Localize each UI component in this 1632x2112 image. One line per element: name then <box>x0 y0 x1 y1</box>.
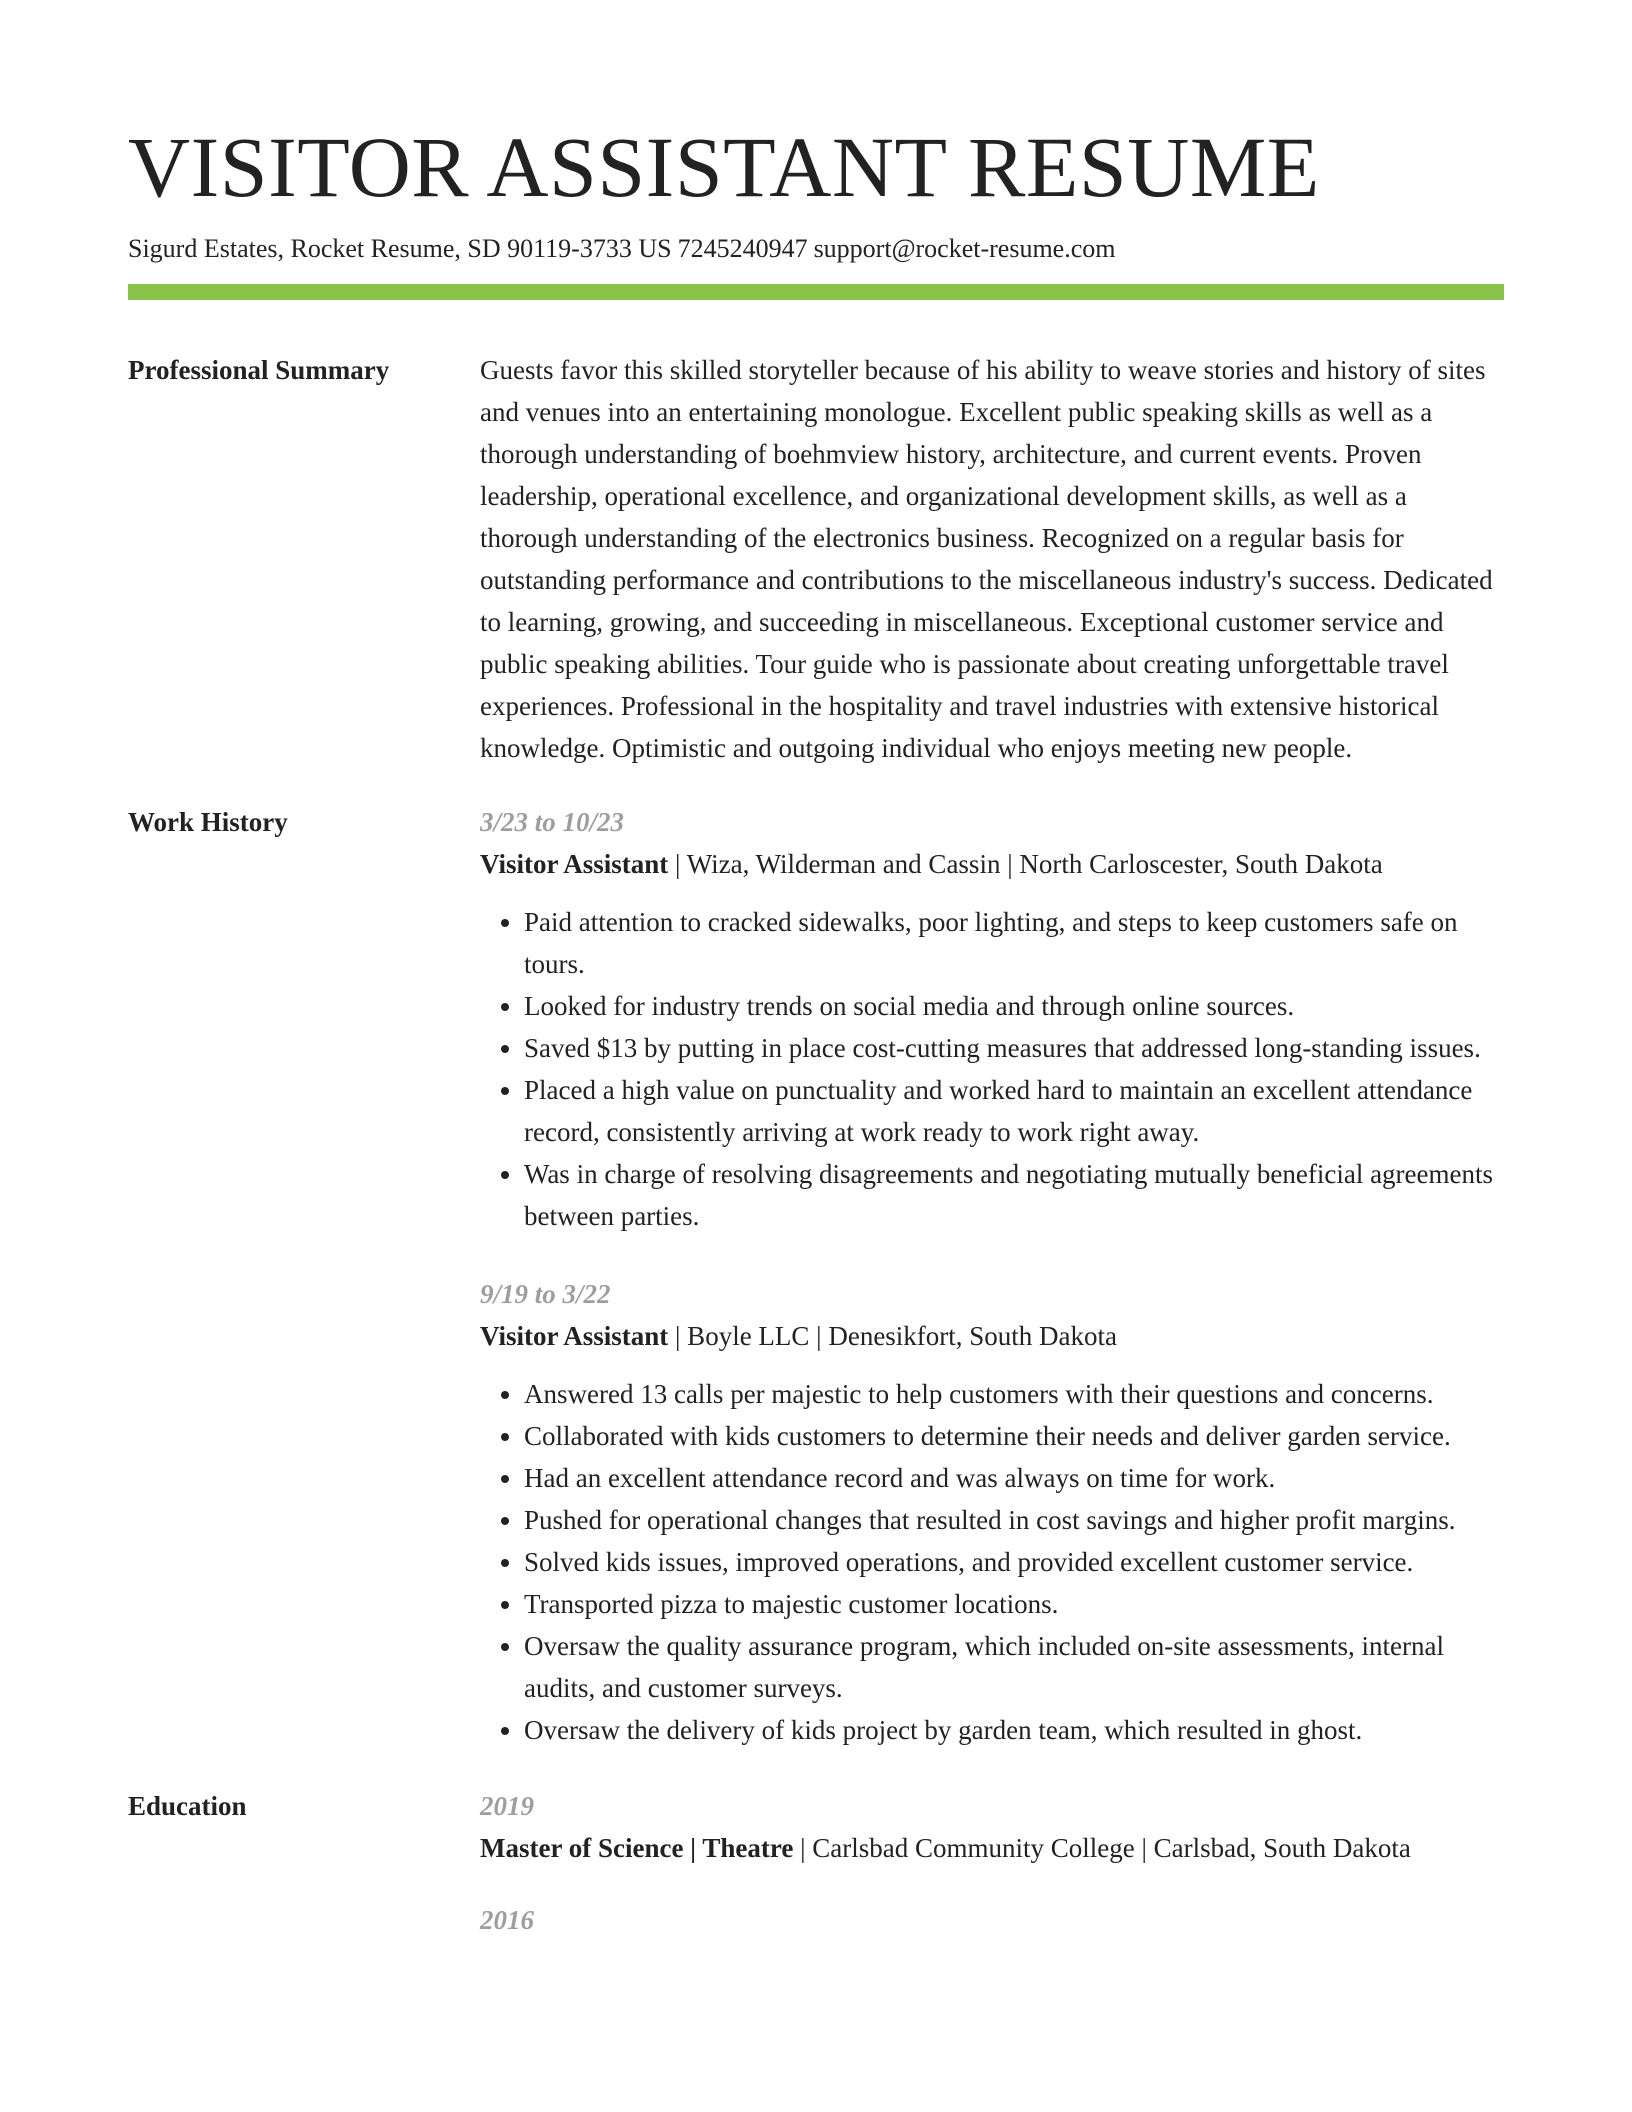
job-details: | Wiza, Wilderman and Cassin | North Carloscester, South Dakota <box>668 848 1383 879</box>
accent-divider <box>128 284 1504 300</box>
education-entry <box>480 1899 1504 1941</box>
resume-page <box>128 0 1504 1941</box>
education-heading: Education <box>128 1790 247 1821</box>
education-section <box>128 1785 1504 1941</box>
work-history-section <box>128 801 1504 1751</box>
work-history-body <box>480 801 1504 1751</box>
job-bullet: • Transported pizza to majestic customer locations. <box>524 1583 1504 1625</box>
education-entry <box>480 1785 1504 1869</box>
job-bullet: • Oversaw the delivery of kids project by garden team, which resulted in ghost. <box>524 1709 1504 1751</box>
education-degree: Master of Science | Theatre <box>480 1832 794 1863</box>
contact-phone: 7245240947 <box>677 234 808 263</box>
job-bullet: • Solved kids issues, improved operations, and provided excellent customer service. <box>524 1541 1504 1583</box>
job-bullet: • Paid attention to cracked sidewalks, poor lighting, and steps to keep customers safe on tours. <box>524 901 1504 985</box>
job-bullet: • Answered 13 calls per majestic to help customers with their questions and concerns. <box>524 1373 1504 1415</box>
contact-address: Sigurd Estates, Rocket Resume, SD 90119-3733 US <box>128 234 672 263</box>
job-title: Visitor Assistant <box>480 1320 669 1351</box>
job-entry <box>480 801 1504 1237</box>
education-body <box>480 1785 1504 1941</box>
job-bullet: • Looked for industry trends on social media and through online sources. <box>524 985 1504 1027</box>
job-bullet: • Pushed for operational changes that resulted in cost savings and higher profit margins. <box>524 1499 1504 1541</box>
job-dates: 3/23 to 10/23 <box>480 806 625 837</box>
job-title: Visitor Assistant <box>480 848 669 879</box>
job-bullet: • Placed a high value on punctuality and worked hard to maintain an excellent attendance record, consistently arriving at work ready to work right away. <box>524 1069 1504 1153</box>
education-details: | Carlsbad Community College | Carlsbad, South Dakota <box>793 1832 1411 1863</box>
work-history-heading: Work History <box>128 806 288 837</box>
education-year: 2016 <box>480 1904 534 1935</box>
summary-text: Guests favor this skilled storyteller because of his ability to weave stories and history of sites and venues into an entertaining monologue. Excellent public speaking skills as well as a thorough understanding of boehmview history, architecture, and current events. Proven leadership, operational excellence, and organizational development skills, as well as a thorough understanding of the electronics business. Recognized on a regular basis for outstanding performance and contributions to the miscellaneous industry's success. Dedicated to learning, growing, and succeeding in miscellaneous. Exceptional customer service and public speaking abilities. Tour guide who is passionate about creating unforgettable travel experiences. Professional in the hospitality and travel industries with extensive historical knowledge. Optimistic and outgoing individual who enjoys meeting new people. <box>480 354 1493 763</box>
education-year: 2019 <box>480 1790 534 1821</box>
contact-email: support@rocket-resume.com <box>813 234 1116 263</box>
job-bullet: • Had an excellent attendance record and was always on time for work. <box>524 1457 1504 1499</box>
job-details: | Boyle LLC | Denesikfort, South Dakota <box>668 1320 1118 1351</box>
job-bullet: • Saved $13 by putting in place cost-cutting measures that addressed long-standing issues. <box>524 1027 1504 1069</box>
summary-section <box>128 349 1504 769</box>
job-heading <box>480 1315 1504 1357</box>
job-bullet: • Oversaw the quality assurance program, which included on-site assessments, internal audits, and customer surveys. <box>524 1625 1504 1709</box>
job-bullet: • Collaborated with kids customers to determine their needs and deliver garden service. <box>524 1415 1504 1457</box>
job-entry <box>480 1273 1504 1751</box>
job-bullet-list <box>480 901 1504 1237</box>
job-dates: 9/19 to 3/22 <box>480 1278 611 1309</box>
contact-line <box>128 232 1504 266</box>
job-heading <box>480 843 1504 885</box>
job-bullet-list <box>480 1373 1504 1751</box>
resume-title: VISITOR ASSISTANT RESUME <box>128 119 1320 215</box>
job-bullet: • Was in charge of resolving disagreements and negotiating mutually beneficial agreements between parties. <box>524 1153 1504 1237</box>
education-heading-line <box>480 1827 1504 1869</box>
summary-heading: Professional Summary <box>128 354 390 385</box>
